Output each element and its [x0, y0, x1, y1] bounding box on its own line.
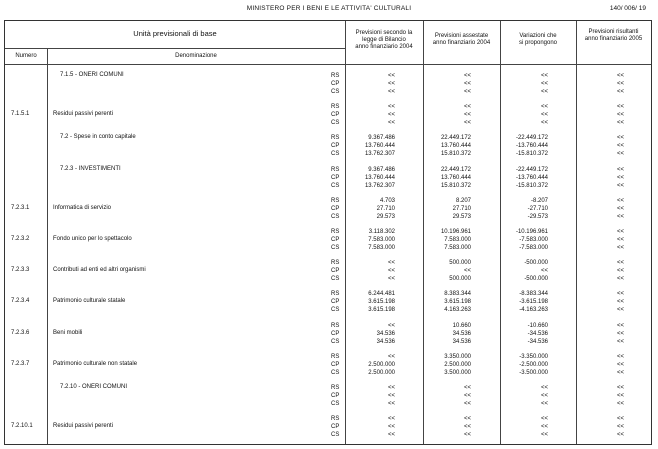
row-number: 7.2.10.1 [11, 423, 33, 430]
row-values-c2 [425, 384, 471, 408]
value-cell: -7.583.000 [519, 237, 548, 243]
row-values-c1 [347, 72, 395, 96]
value-cell: << [387, 401, 395, 407]
row-values-c3 [502, 134, 548, 158]
row-number: 7.1.5.1 [11, 111, 30, 118]
type-label: CP [331, 112, 340, 119]
value-cell: << [616, 330, 624, 337]
value-cell: -8.383.344 [519, 291, 548, 298]
value-cell: << [463, 393, 471, 399]
type-label: CS [331, 369, 340, 376]
header-numero: Numero [15, 53, 37, 59]
value-cell: << [616, 205, 624, 212]
value-cell: 34.536 [376, 330, 395, 337]
value-cell: -15.810.372 [515, 151, 548, 158]
row-values-c1 [347, 322, 395, 346]
value-cell: << [387, 73, 395, 79]
type-label: CS [331, 401, 340, 407]
value-cell: << [616, 260, 624, 267]
value-cell: << [463, 120, 471, 127]
value-cell: -27.710 [527, 205, 548, 212]
row-number: 7.2.3.4 [11, 298, 30, 305]
value-cell: 2.500.000 [368, 369, 395, 376]
value-cell: << [540, 268, 548, 275]
value-cell: 3.615.198 [368, 307, 395, 314]
value-cell: << [540, 432, 548, 439]
type-label: CS [331, 276, 340, 283]
value-cell: << [616, 385, 624, 391]
value-cell: << [387, 81, 395, 87]
type-label: RS [331, 166, 340, 173]
type-label: RS [331, 385, 340, 391]
row-values-c4 [578, 134, 624, 158]
value-cell: << [540, 81, 548, 87]
value-cell: << [616, 245, 624, 251]
value-cell: << [540, 112, 548, 119]
value-cell: 10.660 [452, 322, 471, 329]
value-cell: 13.760.444 [364, 143, 395, 150]
header-denominazione: Denominazione [175, 53, 217, 59]
header-col3-line1: Variazioni che [519, 33, 557, 39]
type-label: RS [331, 416, 340, 423]
value-cell: << [463, 112, 471, 119]
value-cell: << [463, 73, 471, 79]
row-type-labels [331, 353, 347, 377]
type-label: CS [331, 432, 340, 439]
value-cell: -34.536 [527, 338, 548, 345]
type-label: CP [331, 424, 340, 431]
row-type-labels [331, 197, 347, 221]
row-values-c2 [425, 322, 471, 346]
type-label: CS [331, 213, 340, 220]
value-cell: << [616, 307, 624, 314]
value-cell: 29.573 [452, 213, 471, 220]
row-values-c3 [502, 197, 548, 221]
row-values-c1 [347, 290, 395, 314]
row-values-c1 [347, 228, 395, 252]
row-values-c4 [578, 228, 624, 252]
type-label: CP [331, 81, 340, 87]
value-cell: << [387, 385, 395, 391]
value-cell: -8.207 [530, 197, 548, 204]
value-cell: 13.760.444 [364, 174, 395, 181]
row-number: 7.2.3.1 [11, 204, 30, 211]
value-cell: 7.583.000 [444, 245, 471, 251]
row-values-c4 [578, 322, 624, 346]
row-type-labels [331, 103, 347, 127]
value-cell: << [387, 432, 395, 439]
header-col-assestate [423, 33, 500, 47]
value-cell: << [616, 112, 624, 119]
row-values-c4 [578, 290, 624, 314]
type-label: CP [331, 205, 340, 212]
header-col1-line2: legge di Bilancio [362, 37, 406, 43]
value-cell: << [616, 197, 624, 204]
value-cell: << [616, 268, 624, 275]
value-cell: << [463, 401, 471, 407]
row-values-c2 [425, 259, 471, 283]
value-cell: 15.810.372 [440, 182, 471, 189]
value-cell: 34.536 [376, 338, 395, 345]
row-values-c2 [425, 72, 471, 96]
value-cell: << [463, 81, 471, 87]
type-label: CS [331, 151, 340, 158]
row-denominazione: Patrimonio culturale non statale [53, 360, 138, 367]
header-col-risultanti [576, 29, 651, 43]
type-label: CP [331, 330, 340, 337]
value-cell: 7.583.000 [444, 237, 471, 243]
header-col-variazioni [500, 33, 576, 47]
header-col2-line1: Previsioni assestate [434, 33, 489, 39]
type-label: CP [331, 143, 340, 150]
row-values-c3 [502, 103, 548, 127]
row-denominazione: Residui passivi perenti [53, 111, 114, 118]
value-cell: << [463, 89, 471, 95]
row-type-labels [331, 134, 347, 158]
row-number: 7.2.3.3 [11, 267, 30, 274]
value-cell: << [387, 393, 395, 399]
row-denominazione: 7.1.5 - ONERI COMUNI [60, 72, 124, 78]
row-type-labels [331, 72, 347, 96]
row-values-c1 [347, 166, 395, 190]
value-cell: << [616, 353, 624, 360]
row-values-c2 [425, 290, 471, 314]
value-cell: << [387, 112, 395, 119]
row-type-labels [331, 259, 347, 283]
value-cell: 13.762.307 [364, 151, 395, 158]
col-divider-c3 [500, 21, 501, 444]
header-col1-line3: anno finanziario 2004 [355, 44, 413, 50]
row-values-c2 [425, 103, 471, 127]
row-values-c1 [347, 384, 395, 408]
type-label: CS [331, 307, 340, 314]
value-cell: -500.000 [524, 260, 548, 267]
value-cell: 13.760.444 [440, 174, 471, 181]
row-values-c1 [347, 134, 395, 158]
value-cell: << [616, 151, 624, 158]
value-cell: 8.207 [455, 197, 471, 204]
header-split-rule [5, 48, 345, 49]
header-col4-line1: Previsioni risultanti [588, 29, 639, 35]
value-cell: << [387, 353, 395, 360]
value-cell: << [463, 416, 471, 423]
row-values-c2 [425, 166, 471, 190]
type-label: CS [331, 245, 340, 251]
value-cell: << [616, 120, 624, 127]
row-denominazione: Informatica di servizio [53, 204, 112, 211]
row-values-c3 [502, 259, 548, 283]
header-col-legge-bilancio [345, 30, 423, 51]
type-label: RS [331, 322, 340, 329]
value-cell: << [387, 120, 395, 127]
type-label: RS [331, 260, 340, 267]
row-values-c4 [578, 259, 624, 283]
value-cell: -15.810.372 [515, 182, 548, 189]
row-type-labels [331, 322, 347, 346]
value-cell: -34.536 [527, 330, 548, 337]
value-cell: -10.660 [527, 322, 548, 329]
value-cell: << [616, 393, 624, 399]
value-cell: -3.500.000 [519, 369, 548, 376]
value-cell: 4.163.263 [444, 307, 471, 314]
row-values-c3 [502, 72, 548, 96]
value-cell: << [387, 104, 395, 111]
type-label: CP [331, 268, 340, 275]
type-label: CP [331, 299, 340, 306]
row-values-c1 [347, 415, 395, 439]
value-cell: << [387, 268, 395, 275]
row-values-c3 [502, 322, 548, 346]
type-label: CP [331, 361, 340, 368]
row-values-c2 [425, 134, 471, 158]
value-cell: -22.449.172 [515, 135, 548, 142]
value-cell: 29.573 [376, 213, 395, 220]
value-cell: 3.615.198 [444, 299, 471, 306]
row-values-c4 [578, 103, 624, 127]
value-cell: 9.367.486 [368, 135, 395, 142]
value-cell: << [616, 291, 624, 298]
row-values-c2 [425, 415, 471, 439]
header-col1-line1: Previsioni secondo la [355, 30, 413, 36]
col-divider-numero [47, 49, 48, 444]
value-cell: 15.810.372 [440, 151, 471, 158]
value-cell: 3.118.302 [368, 229, 395, 235]
value-cell: << [463, 432, 471, 439]
value-cell: << [540, 424, 548, 431]
value-cell: << [616, 229, 624, 235]
value-cell: << [616, 135, 624, 142]
row-values-c1 [347, 353, 395, 377]
row-values-c4 [578, 415, 624, 439]
page-reference: 140/ 006/ 19 [609, 5, 646, 12]
value-cell: << [616, 89, 624, 95]
value-cell: << [616, 322, 624, 329]
value-cell: -13.760.444 [515, 143, 548, 150]
value-cell: -3.350.000 [519, 353, 548, 360]
row-values-c3 [502, 384, 548, 408]
row-type-labels [331, 290, 347, 314]
value-cell: << [616, 276, 624, 283]
type-label: RS [331, 104, 340, 111]
type-label: RS [331, 197, 340, 204]
value-cell: 34.536 [452, 338, 471, 345]
type-label: CP [331, 393, 340, 399]
row-values-c4 [578, 166, 624, 190]
value-cell: << [616, 338, 624, 345]
row-denominazione: 7.2.3 - INVESTIMENTI [60, 165, 121, 172]
value-cell: 10.196.961 [440, 229, 471, 235]
value-cell: 34.536 [452, 330, 471, 337]
value-cell: << [616, 73, 624, 79]
value-cell: -10.196.961 [515, 229, 548, 235]
value-cell: << [540, 120, 548, 127]
value-cell: 4.703 [379, 197, 395, 204]
row-type-labels [331, 166, 347, 190]
value-cell: -22.449.172 [515, 166, 548, 173]
value-cell: << [540, 89, 548, 95]
value-cell: 7.583.000 [368, 237, 395, 243]
value-cell: << [540, 385, 548, 391]
type-label: CP [331, 174, 340, 181]
value-cell: << [387, 424, 395, 431]
value-cell: << [463, 385, 471, 391]
row-values-c1 [347, 197, 395, 221]
value-cell: 2.500.000 [444, 361, 471, 368]
row-values-c1 [347, 259, 395, 283]
value-cell: << [540, 73, 548, 79]
row-type-labels [331, 228, 347, 252]
value-cell: << [540, 104, 548, 111]
value-cell: -2.500.000 [519, 361, 548, 368]
type-label: CP [331, 237, 340, 243]
row-values-c3 [502, 415, 548, 439]
unit-title: Unità previsionali di base [133, 29, 217, 38]
value-cell: << [387, 276, 395, 283]
value-cell: << [540, 401, 548, 407]
row-values-c2 [425, 228, 471, 252]
row-number: 7.2.3.6 [11, 329, 30, 336]
row-values-c3 [502, 290, 548, 314]
type-label: RS [331, 73, 340, 79]
value-cell: << [540, 416, 548, 423]
value-cell: 7.583.000 [368, 245, 395, 251]
value-cell: 27.710 [452, 205, 471, 212]
header-col4-line2: anno finanziario 2005 [584, 36, 643, 42]
value-cell: 500.000 [449, 260, 471, 267]
row-values-c1 [347, 103, 395, 127]
row-denominazione: 7.2.10 - ONERI COMUNI [60, 384, 128, 390]
row-denominazione: Residui passivi perenti [53, 423, 114, 430]
row-number: 7.2.3.7 [11, 360, 30, 367]
row-values-c4 [578, 72, 624, 96]
value-cell: 2.500.000 [368, 361, 395, 368]
row-denominazione: Fondo unico per lo spettacolo [53, 236, 132, 242]
value-cell: << [463, 268, 471, 275]
value-cell: 22.449.172 [440, 166, 471, 173]
value-cell: << [616, 401, 624, 407]
col-divider-c4 [576, 21, 577, 444]
value-cell: 6.244.481 [368, 291, 395, 298]
row-denominazione: Patrimonio culturale statale [53, 298, 126, 305]
row-values-c3 [502, 353, 548, 377]
value-cell: -7.583.000 [519, 245, 548, 251]
value-cell: << [616, 361, 624, 368]
row-values-c4 [578, 384, 624, 408]
col-divider-c2 [423, 21, 424, 444]
value-cell: 13.760.444 [440, 143, 471, 150]
ministry-title: MINISTERO PER I BENI E LE ATTIVITA' CULTURALI [246, 5, 412, 12]
value-cell: << [616, 166, 624, 173]
value-cell: -500.000 [524, 276, 548, 283]
type-label: RS [331, 135, 340, 142]
value-cell: << [387, 260, 395, 267]
value-cell: 8.383.344 [444, 291, 471, 298]
value-cell: << [463, 104, 471, 111]
row-values-c4 [578, 197, 624, 221]
header-col3-line2: si propongono [518, 40, 558, 46]
row-denominazione: Beni mobili [53, 329, 83, 336]
type-label: RS [331, 229, 340, 235]
value-cell: << [616, 182, 624, 189]
header-bottom-rule [5, 64, 651, 65]
page-header [0, 4, 658, 16]
value-cell: << [540, 393, 548, 399]
row-denominazione: 7.2 - Spese in conto capitale [60, 134, 136, 141]
value-cell: << [616, 143, 624, 150]
row-values-c3 [502, 166, 548, 190]
row-denominazione: Contributi ad enti ed altri organismi [53, 267, 146, 274]
value-cell: -13.760.444 [515, 174, 548, 181]
value-cell: 500.000 [449, 276, 471, 283]
value-cell: << [387, 89, 395, 95]
type-label: RS [331, 353, 340, 360]
value-cell: << [616, 213, 624, 220]
value-cell: 3.615.198 [368, 299, 395, 306]
value-cell: << [616, 416, 624, 423]
row-values-c2 [425, 353, 471, 377]
type-label: RS [331, 291, 340, 298]
value-cell: 3.500.000 [444, 369, 471, 376]
value-cell: 22.449.172 [440, 135, 471, 142]
value-cell: << [387, 416, 395, 423]
value-cell: << [616, 104, 624, 111]
value-cell: << [387, 322, 395, 329]
row-values-c3 [502, 228, 548, 252]
type-label: CS [331, 89, 340, 95]
value-cell: << [616, 174, 624, 181]
value-cell: 3.350.000 [444, 353, 471, 360]
row-type-labels [331, 415, 347, 439]
value-cell: -29.573 [527, 213, 548, 220]
value-cell: << [616, 424, 624, 431]
type-label: CS [331, 182, 340, 189]
budget-table [4, 20, 652, 445]
row-values-c4 [578, 353, 624, 377]
value-cell: -4.163.263 [519, 307, 548, 314]
type-label: CS [331, 338, 340, 345]
value-cell: 9.367.486 [368, 166, 395, 173]
header-col2-line2: anno finanziario 2004 [432, 40, 491, 46]
value-cell: 27.710 [376, 205, 395, 212]
value-cell: << [616, 299, 624, 306]
value-cell: << [463, 424, 471, 431]
value-cell: << [616, 81, 624, 87]
value-cell: << [616, 369, 624, 376]
value-cell: << [616, 237, 624, 243]
row-number: 7.2.3.2 [11, 236, 30, 242]
type-label: CS [331, 120, 340, 127]
value-cell: << [616, 432, 624, 439]
row-type-labels [331, 384, 347, 408]
value-cell: 13.762.307 [364, 182, 395, 189]
row-values-c2 [425, 197, 471, 221]
value-cell: -3.615.198 [519, 299, 548, 306]
